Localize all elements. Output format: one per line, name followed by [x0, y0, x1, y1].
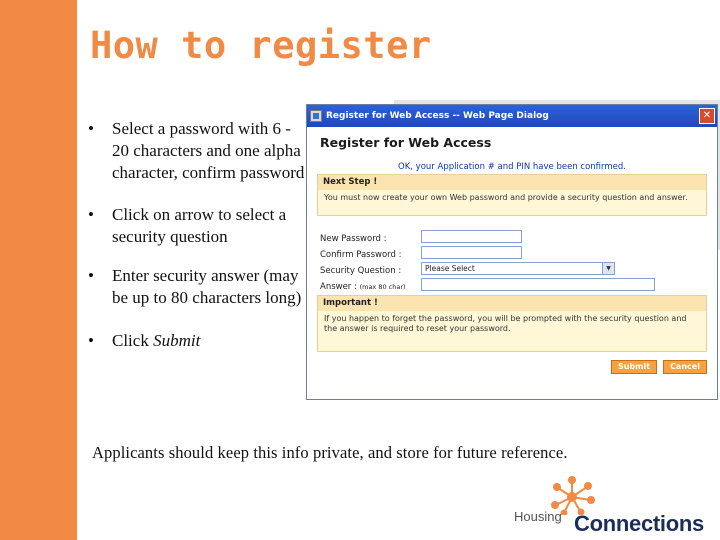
confirm-password-label: Confirm Password :: [320, 250, 402, 260]
bullet-text: Click: [112, 331, 154, 350]
next-step-body: You must now create your own Web password and provide a security question and answer.: [324, 193, 688, 202]
chevron-down-icon[interactable]: ▼: [602, 263, 614, 274]
submit-button[interactable]: Submit: [611, 360, 657, 374]
window-icon: [310, 110, 322, 122]
security-answer-field[interactable]: [421, 278, 655, 291]
list-item: [88, 204, 308, 248]
bullet-text: Click on arrow to select a security question: [112, 205, 287, 246]
list-item: [88, 118, 308, 184]
answer-label-text: Answer :: [320, 282, 357, 292]
answer-label: [320, 282, 406, 292]
security-question-select[interactable]: [421, 262, 615, 275]
answer-hint: (max 80 char): [359, 283, 406, 291]
important-box: [317, 295, 707, 352]
page-title: How to register: [90, 24, 432, 67]
next-step-box: [317, 174, 707, 216]
new-password-field[interactable]: [421, 230, 522, 243]
confirm-password-field[interactable]: [421, 246, 522, 259]
submit-emphasis: Submit: [153, 331, 201, 350]
bullet-text: Enter security answer (may be up to 80 characters long): [112, 266, 302, 307]
orange-sidebar: [0, 0, 77, 540]
privacy-note: Applicants should keep this info private, and store for future reference.: [92, 443, 568, 462]
next-step-title: Next Step !: [318, 175, 706, 190]
bullet-text: Select a password with 6 - 20 characters and one alpha character, confirm password: [112, 119, 305, 182]
close-icon[interactable]: ✕: [699, 108, 715, 124]
logo-text-connections: Connections: [574, 511, 704, 536]
dialog-titlebar[interactable]: [307, 105, 717, 127]
confirmation-message: OK, your Application # and PIN have been confirmed.: [398, 162, 626, 172]
list-item: [88, 330, 308, 352]
cancel-button[interactable]: Cancel: [663, 360, 707, 374]
new-password-label: New Password :: [320, 234, 387, 244]
security-question-value: Please Select: [425, 264, 475, 273]
security-question-label: Security Question :: [320, 266, 402, 276]
instruction-list: [88, 118, 308, 372]
important-title: Important !: [318, 296, 706, 311]
dialog-window-title: Register for Web Access -- Web Page Dialog: [326, 111, 549, 121]
dialog-heading: Register for Web Access: [320, 135, 492, 150]
housing-connections-logo: [512, 475, 712, 537]
list-item: [88, 265, 308, 309]
register-dialog: [306, 104, 718, 400]
important-body: If you happen to forget the password, you will be prompted with the security question and the answer is required to reset your password.: [324, 314, 687, 333]
logo-text-housing: Housing: [514, 509, 562, 524]
